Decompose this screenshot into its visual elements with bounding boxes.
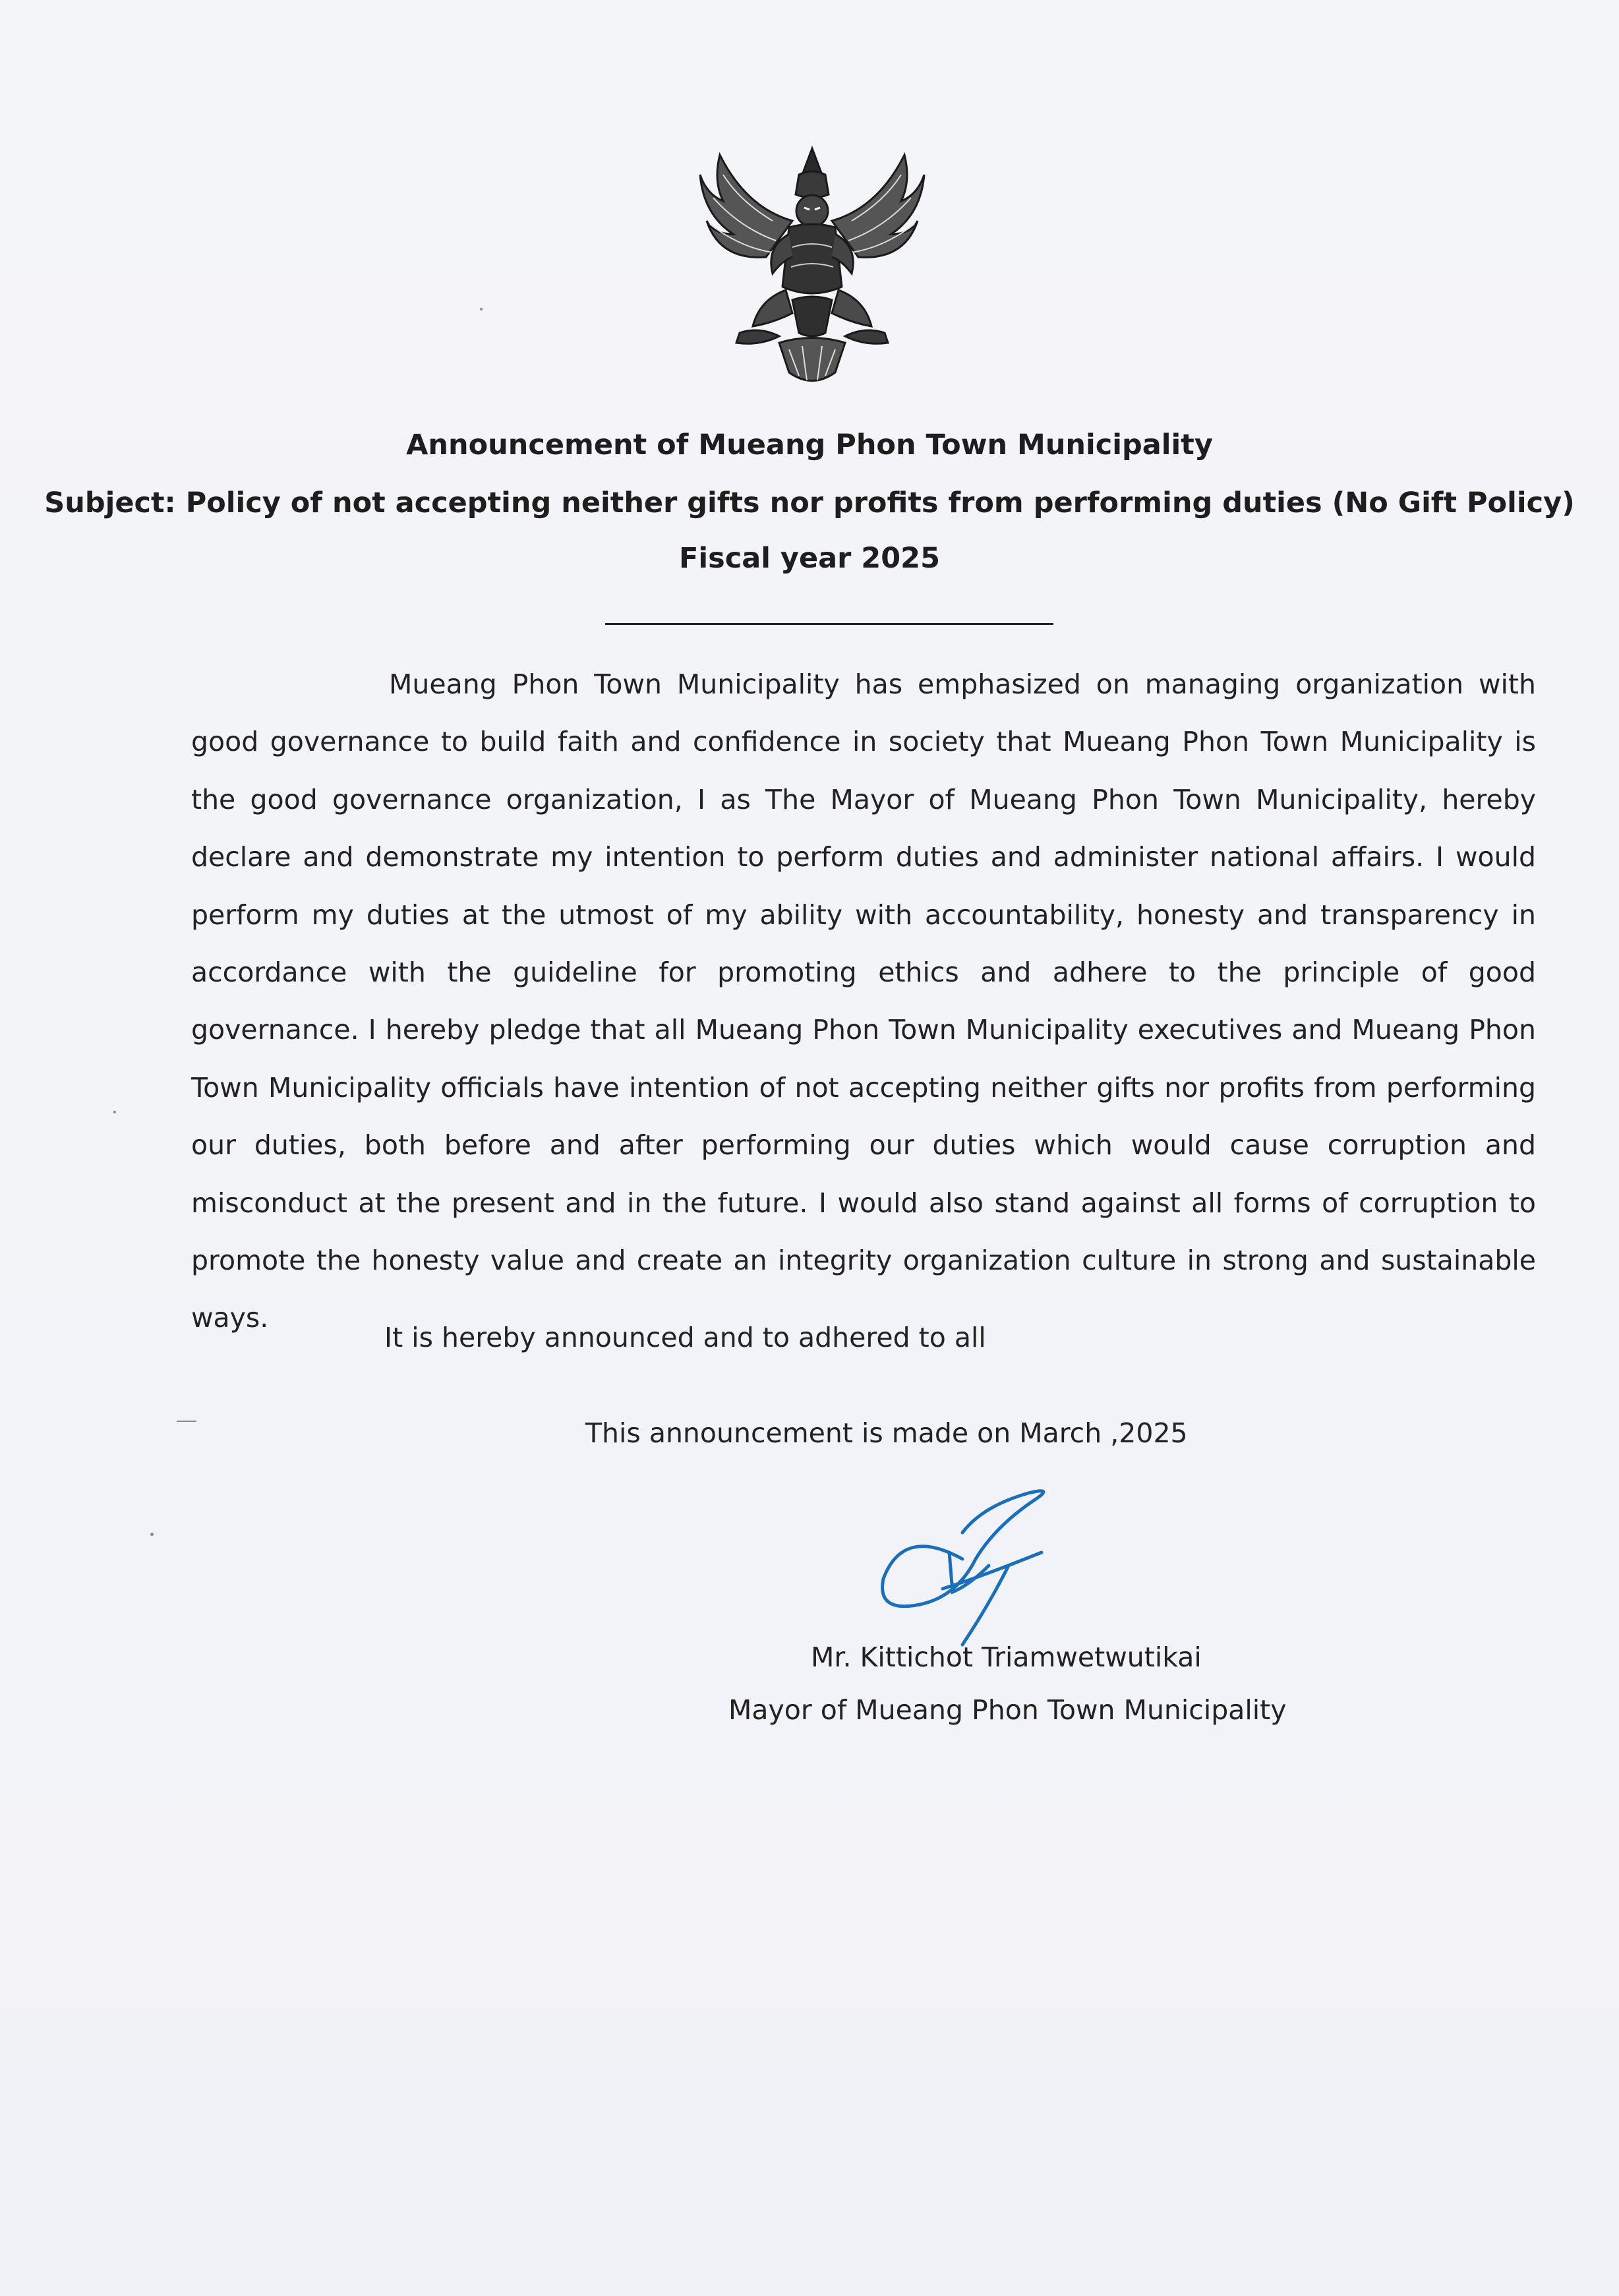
- announcement-date: This announcement is made on March ,2025: [585, 1417, 1188, 1449]
- closing-statement: It is hereby announced and to adhered to all: [384, 1322, 986, 1353]
- scan-speck: [177, 1421, 196, 1422]
- heading-divider: [605, 623, 1053, 625]
- handwritten-signature: [864, 1480, 1061, 1651]
- fiscal-year: Fiscal year 2025: [679, 542, 940, 575]
- signatory-title: Mayor of Mueang Phon Town Municipality: [728, 1694, 1287, 1726]
- announcement-title: Announcement of Mueang Phon Town Municipality: [406, 428, 1213, 461]
- scan-speck: [113, 1111, 116, 1113]
- signatory-name: Mr. Kittichot Triamwetwutikai: [811, 1641, 1202, 1673]
- garuda-emblem-icon: [693, 135, 931, 392]
- announcement-subject: Subject: Policy of not accepting neither gifts nor profits from performing duties (No Gift Policy): [44, 486, 1575, 519]
- announcement-body: Mueang Phon Town Municipality has emphasized on managing organization with good governance to build faith and confidence in society that Mueang Phon Town Municipality is the good governance organization, I as The Mayor of Mueang Phon Town Municipality, hereby declare and demonstrate my intention to perform duties and administer national affairs. I would perform my duties at the utmost of my ability with accountability, honesty and transparency in accordance with the guideline for promoting ethics and adhere to the principle of good governance. I hereby pledge that all Mueang Phon Town Municipality executives and Mueang Phon Town Municipality officials have intention of not accepting neither gifts nor profits from performing our duties, both before and after performing our duties which would cause corruption and misconduct at the present and in the future. I would also stand against all forms of corruption to promote the honesty value and create an integrity organization culture in strong and sustainable ways.: [191, 668, 1536, 1334]
- scan-speck: [150, 1533, 154, 1536]
- scan-speck: [480, 308, 483, 310]
